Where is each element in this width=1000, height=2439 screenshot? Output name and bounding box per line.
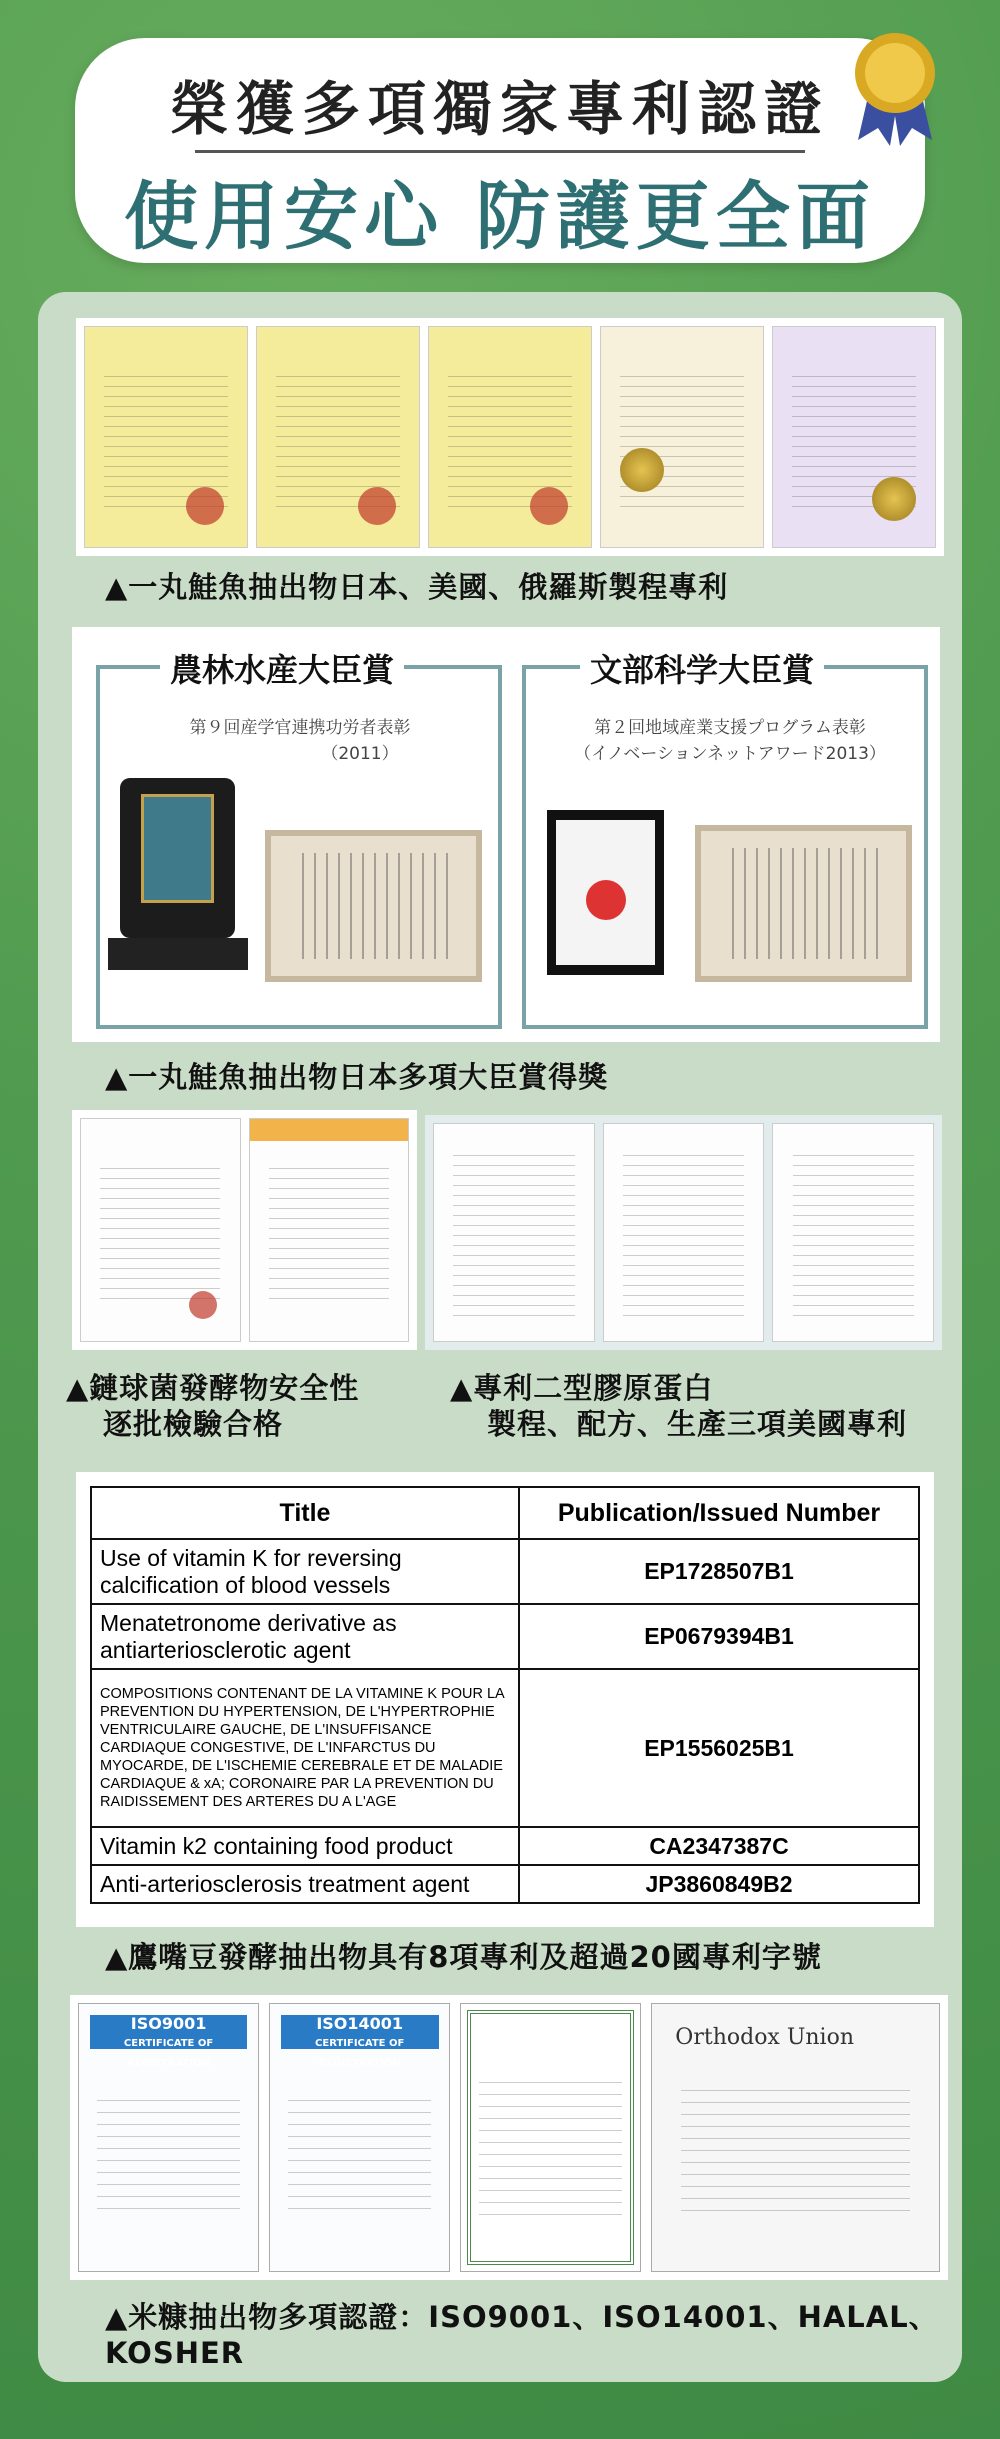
award-title-agri: 農林水産大臣賞 <box>160 645 404 691</box>
award-title-mext: 文部科学大臣賞 <box>580 645 824 691</box>
patent-number: EP1556025B1 <box>519 1669 919 1827</box>
eurofins-report <box>249 1118 410 1342</box>
cert-caption: ▲米糠抽出物多項認證：ISO9001、ISO14001、HALAL、KOSHER <box>105 2300 939 2370</box>
halal-certificate <box>460 2003 641 2272</box>
test-reports <box>72 1110 417 1350</box>
patent-number: JP3860849B2 <box>519 1865 919 1903</box>
patent-number: CA2347387C <box>519 1827 919 1865</box>
table-row <box>91 1604 919 1669</box>
glass-plaque <box>547 810 664 975</box>
jp-patent-doc <box>428 326 592 548</box>
patent-table <box>90 1486 920 1904</box>
iso9001-certificate: ISO9001 CERTIFICATE OF REGISTRATION <box>78 2003 259 2272</box>
patent-documents <box>76 318 944 556</box>
jp-patent-doc <box>256 326 420 548</box>
table-header-number: Publication/Issued Number <box>519 1487 919 1539</box>
award-sub-agri: 第９回産学官連携功労者表彰 （2011） <box>189 718 411 764</box>
patent-title: Use of vitamin K for reversing calcification of blood vessels <box>91 1539 519 1604</box>
jp-patent-doc <box>84 326 248 548</box>
patent-title: Anti-arteriosclerosis treatment agent <box>91 1865 519 1903</box>
title-divider <box>195 150 805 153</box>
us-patent-doc <box>603 1123 765 1342</box>
us-patent-documents <box>425 1115 942 1350</box>
table-caption: ▲鷹嘴豆發酵抽出物具有8項專利及超過20國專利字號 <box>105 1940 822 1974</box>
us-patent-doc <box>600 326 764 548</box>
table-row <box>91 1539 919 1604</box>
kosher-certificate: Orthodox Union <box>651 2003 940 2272</box>
page-title: 榮獲多項獨家專利認證 <box>169 75 830 143</box>
patent-table-wrap <box>76 1472 934 1927</box>
patent-number: EP0679394B1 <box>519 1604 919 1669</box>
award-certificate <box>695 825 912 982</box>
medal-icon <box>840 28 950 148</box>
ru-patent-doc <box>772 326 936 548</box>
header-card <box>75 38 925 263</box>
award-certificate <box>265 830 482 982</box>
us-patent-doc <box>433 1123 595 1342</box>
test-caption: ▲鏈球菌發酵物安全性 逐批檢驗合格 <box>66 1371 360 1441</box>
trophy-image <box>120 778 235 938</box>
certifications <box>70 1995 948 2280</box>
page-subtitle: 使用安心 防護更全面 <box>124 174 876 260</box>
award-sub-mext: 第２回地域産業支援プログラム表彰 （イノベーションネットアワード2013） <box>574 718 886 764</box>
us-patent-doc <box>772 1123 934 1342</box>
patent-title: Menatetronome derivative as antiarteriosclerotic agent <box>91 1604 519 1669</box>
intertek-report <box>80 1118 241 1342</box>
patent-title: Vitamin k2 containing food product <box>91 1827 519 1865</box>
table-row <box>91 1669 919 1827</box>
table-row <box>91 1827 919 1865</box>
table-row <box>91 1865 919 1903</box>
patent-number: EP1728507B1 <box>519 1539 919 1604</box>
patents-caption: ▲一丸鮭魚抽出物日本、美國、俄羅斯製程專利 <box>105 570 729 604</box>
table-header-title: Title <box>91 1487 519 1539</box>
iso14001-certificate: ISO14001 CERTIFICATE OF REGISTRATION <box>269 2003 450 2272</box>
patent-title: COMPOSITIONS CONTENANT DE LA VITAMINE K POUR LA PREVENTION DU HYPERTENSION, DE L'HYPERTROPHIE VENTRICULAIRE GAUCHE, DE L'INSUFFISANCE CARDIAQUE CONGESTIVE, DE L'INFARCTUS DU MYOCARDE, DE L'ISCHEMIE CEREBRALE ET DE MALADIE CARDIAQUE & xA; CORONAIRE PAR LA PREVENTION DU RAIDISSEMENT DES ARTERES DU A L'AGE <box>91 1669 519 1827</box>
us-patent-caption: ▲專利二型膠原蛋白 製程、配方、生產三項美國專利 <box>450 1371 908 1441</box>
awards-caption: ▲一丸鮭魚抽出物日本多項大臣賞得獎 <box>105 1060 609 1094</box>
